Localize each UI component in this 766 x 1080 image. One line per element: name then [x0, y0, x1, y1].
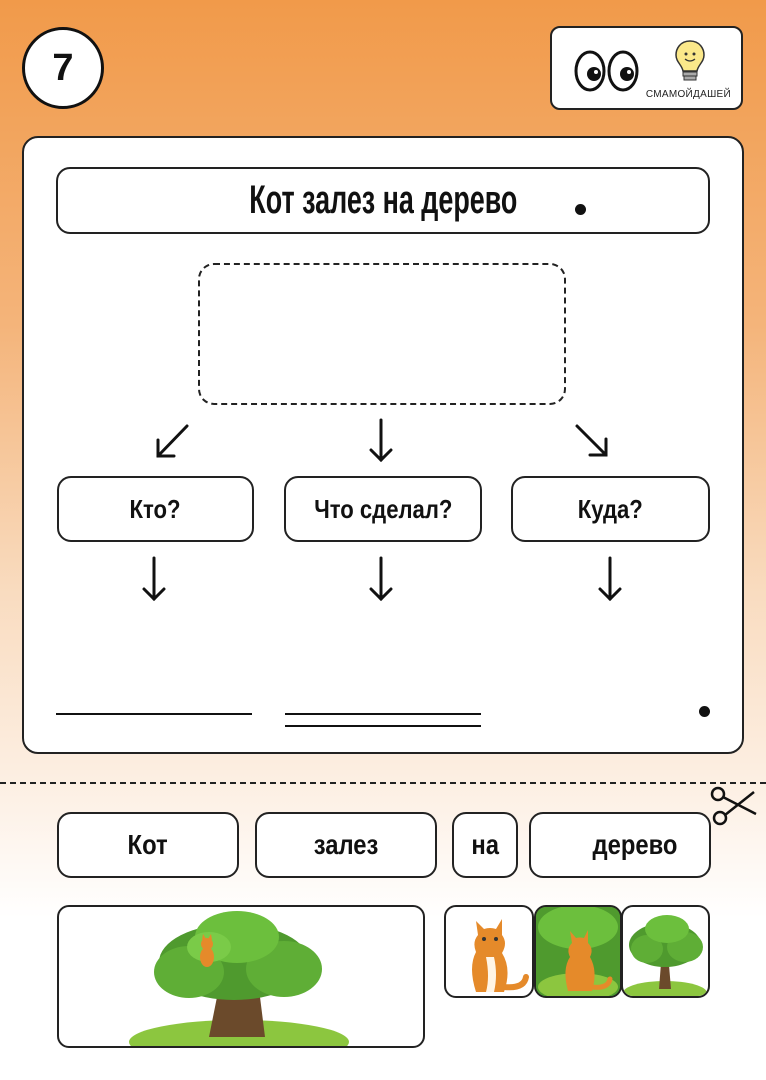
predicate-answer-line-top: [285, 713, 481, 715]
cat-illustration: [446, 907, 532, 996]
picture-cat[interactable]: [444, 905, 534, 998]
question-where: [511, 476, 710, 542]
predicate-answer-line-bottom: [285, 725, 481, 727]
picture-cat-under-tree[interactable]: [534, 905, 622, 998]
sentence-drop-zone[interactable]: [198, 263, 566, 405]
word-card-na[interactable]: [452, 812, 518, 878]
page-number: 7: [52, 46, 74, 89]
word-card-kot[interactable]: [57, 812, 239, 878]
question-where-label: Куда?: [577, 493, 644, 524]
picture-tree[interactable]: [621, 905, 710, 998]
eyes-icon: [572, 46, 642, 96]
subject-answer-line: [56, 713, 252, 715]
arrow-down-left-icon: [158, 426, 187, 456]
branch-arrows: [140, 410, 640, 480]
arrow-down-icon: [600, 558, 620, 599]
tree-with-cat-illustration: [59, 907, 423, 1046]
word-card-na-label: на: [471, 829, 499, 860]
question-who-label: Кто?: [129, 493, 182, 524]
answer-arrows: [130, 555, 630, 605]
sentence-period-dot: [575, 204, 586, 215]
answer-period-dot: [699, 706, 710, 717]
word-card-zalez[interactable]: [255, 812, 437, 878]
picture-cat-on-tree[interactable]: [57, 905, 425, 1048]
question-what-did-label: Что сделал?: [313, 493, 453, 524]
word-card-zalez-label: залез: [313, 829, 379, 860]
page-number-badge: [22, 27, 104, 109]
cut-line: [0, 782, 766, 784]
arrow-down-icon: [371, 558, 391, 599]
question-what-did: [284, 476, 482, 542]
arrow-down-icon: [371, 420, 391, 460]
lightbulb-icon: [672, 38, 708, 82]
question-who: [57, 476, 254, 542]
word-card-derevo[interactable]: [529, 812, 711, 878]
tree-illustration: [623, 907, 708, 996]
sentence-box: [56, 167, 710, 234]
arrow-down-right-icon: [577, 426, 606, 455]
scissors-icon: [708, 784, 760, 828]
sentence-text: Кот залез на дерево: [248, 178, 518, 222]
word-card-derevo-label: дерево: [592, 829, 678, 860]
word-card-kot-label: Кот: [127, 829, 169, 860]
cat-on-grass-illustration: [536, 907, 620, 996]
logo-text: СМАМОЙДАШЕЙ: [645, 89, 731, 100]
brand-logo: [550, 26, 743, 110]
arrow-down-icon: [144, 558, 164, 599]
